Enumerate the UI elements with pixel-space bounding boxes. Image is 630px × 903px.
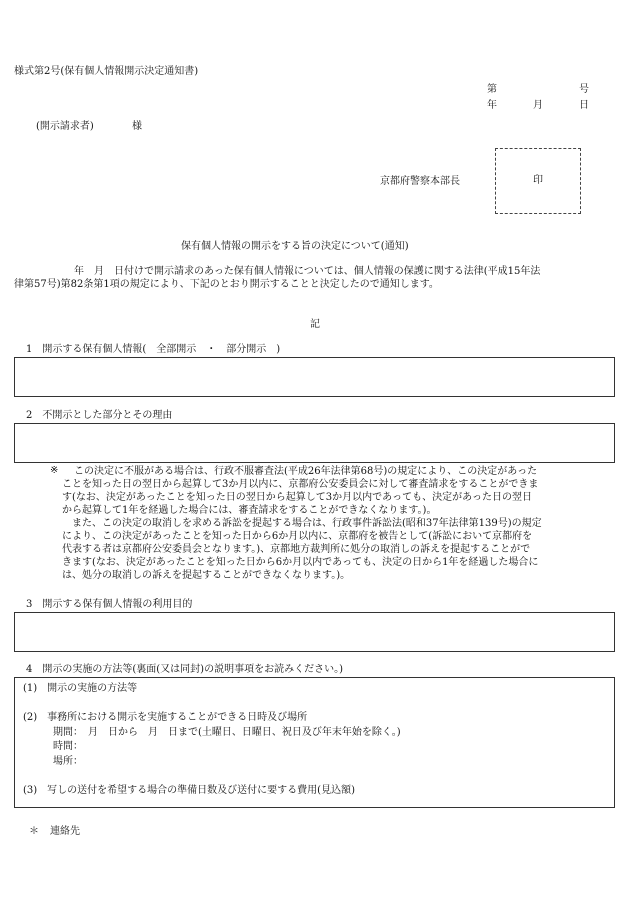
section-4-item-1: (1) 開示の実施の方法等 [23,683,138,694]
notice-line: は、処分の取消しの訴えを提起することができなくなります。)。 [62,570,351,581]
requester-label: (開示請求者) [36,121,94,132]
ki-heading: 記 [310,319,320,330]
section-2-heading: 2 不開示とした部分とその理由 [26,410,173,421]
section-4-box [14,677,615,808]
number-label-dai: 第 [487,84,497,95]
issuer-name: 京都府警察本部長 [380,176,460,187]
section-3-box [14,612,615,652]
notice-line: きます(なお、決定があったことを知った日から6か月以内であっても、決定の日から1年を経過した場合に [62,557,539,568]
requester-honorific: 様 [132,121,142,132]
notice-paragraph [62,465,617,582]
notice-line: また、この決定の取消しを求める訴訟を提起する場合は、行政事件訴訟法(昭和37年法律第139号)の規定 [62,518,542,529]
notice-mark: ※ [50,465,59,476]
section-4-heading: 4 開示の実施の方法等(裏面(又は同封)の説明事項をお読みください。) [26,664,343,675]
section-4-place: 場所： [53,756,83,767]
contact-mark: ＊ [29,826,39,837]
section-2-box [14,423,615,463]
notice-line: 代表する者は京都府公安委員会となります。)、京都地方裁判所に処分の取消しの訴えを提起することがで [62,544,531,555]
notice-line: す(なお、決定があったことを知った日の翌日から起算して3か月以内であっても、決定があった日の翌日 [62,492,532,503]
intro-paragraph [14,265,614,291]
date-year: 年 [487,100,497,111]
notice-line: この決定に不服がある場合は、行政不服審査法(平成26年法律第68号)の規定により、この決定があった [74,466,538,477]
date-day: 日 [579,100,589,111]
section-3-heading: 3 開示する保有個人情報の利用目的 [26,599,193,610]
section-4-item-3: (3) 写しの送付を希望する場合の準備日数及び送付に要する費用(見込額) [23,785,355,796]
section-4-period: 期間： 月 日から 月 日まで(土曜日、日曜日、祝日及び年末年始を除く。) [53,727,401,738]
date-month: 月 [533,100,543,111]
form-title: 様式第2号(保有個人情報開示決定通知書) [14,66,199,77]
contact-label: 連絡先 [50,826,80,837]
notice-line: から起算して1年を経過した場合には、審査請求をすることができなくなります。)。 [62,505,437,516]
number-label-go: 号 [579,84,589,95]
notice-line: ことを知った日の翌日から起算して3か月以内に、京都府公安委員会に対して審査請求をすることができま [62,479,539,490]
section-1-heading: 1 開示する保有個人情報( 全部開示 ・ 部分開示 ) [26,344,281,355]
section-4-time: 時間： [53,741,83,752]
seal-label: 印 [533,175,543,186]
document-title: 保有個人情報の開示をする旨の決定について(通知) [181,241,409,252]
intro-line: 年 月 日付けで開示請求のあった保有個人情報については、個人情報の保護に関する法律(平成15年法 [74,266,541,277]
intro-line: 律第57号)第82条第1項の規定により、下記のとおり開示することと決定したので通知します。 [14,279,439,290]
notice-line: により、この決定があったことを知った日から6か月以内に、京都府を被告として(訴訟において京都府を [62,531,533,542]
seal-box [495,148,581,214]
section-1-box [14,357,615,397]
section-4-item-2: (2) 事務所における開示を実施することができる日時及び場所 [23,712,308,723]
